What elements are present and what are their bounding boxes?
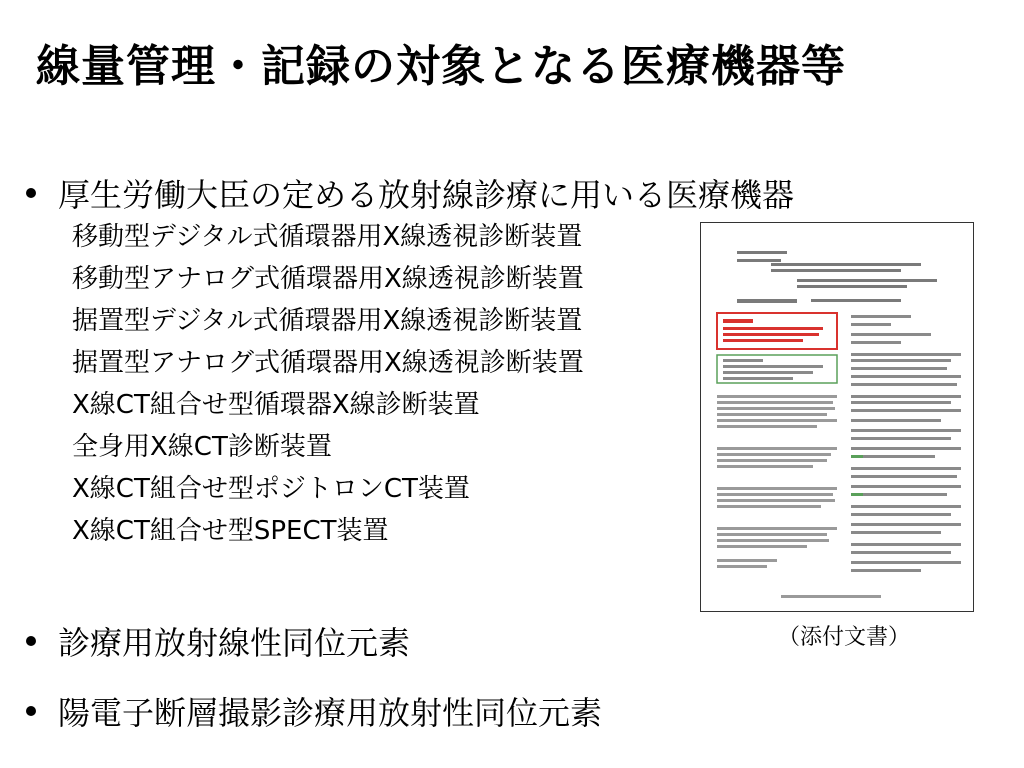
- device-list-item: X線CT組合せ型ポジトロンCT装置: [72, 474, 470, 504]
- bullet-text: 陽電子断層撮影診療用放射性同位元素: [58, 694, 603, 732]
- bullet-dot-icon: [26, 706, 36, 716]
- bullet-text: 診療用放射線性同位元素: [58, 624, 411, 662]
- bullet-medical-devices: [26, 170, 794, 216]
- bullet-text: 厚生労働大臣の定める放射線診療に用いる医療機器: [58, 176, 795, 214]
- device-list-item: 移動型デジタル式循環器用X線透視診断装置: [72, 222, 583, 252]
- bullet-dot-icon: [26, 636, 36, 646]
- bullet-radioisotopes: [26, 618, 410, 664]
- thumbnail-caption: （添付文書）: [778, 625, 911, 650]
- device-list-item: 全身用X線CT診断装置: [72, 432, 332, 462]
- device-list-item: 据置型アナログ式循環器用X線透視診断装置: [72, 348, 584, 378]
- device-list-item: X線CT組合せ型SPECT装置: [72, 516, 389, 546]
- device-list-item: 据置型デジタル式循環器用X線透視診断装置: [72, 306, 583, 336]
- device-list: [72, 216, 584, 552]
- device-list-item: 移動型アナログ式循環器用X線透視診断装置: [72, 264, 584, 294]
- package-insert-thumbnail: [700, 222, 974, 612]
- slide-title: 線量管理・記録の対象となる医療機器等: [36, 41, 846, 92]
- bullet-dot-icon: [26, 188, 36, 198]
- device-list-item: X線CT組合せ型循環器X線診断装置: [72, 390, 480, 420]
- bullet-pet-radioisotopes: [26, 688, 602, 734]
- document-thumbnail-image: [701, 223, 974, 612]
